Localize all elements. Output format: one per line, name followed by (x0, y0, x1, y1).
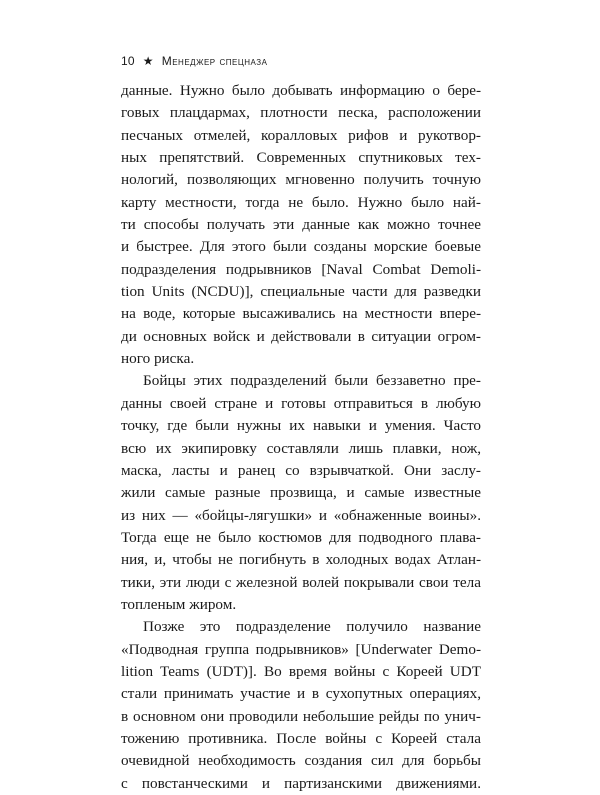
star-icon: ★ (142, 54, 154, 68)
text-line: на воде, которые высаживались на местности впере- (121, 305, 481, 323)
text-line: маска, ласты и ранец со взрывчаткой. Они заслу- (121, 461, 481, 479)
text-line: ных препятствий. Современных спутниковых тех- (121, 149, 481, 167)
text-line: ного риска. (121, 350, 195, 368)
text-line: Бойцы этих подразделений были беззаветно пре- (143, 372, 481, 390)
text-line: нологий, позволяющих мгновенно получить точную (121, 171, 481, 189)
text-line: стали принимать участие и в сухопутных операциях, (121, 685, 481, 703)
text-line: «Подводная группа подрывников» [Underwater Demo- (121, 640, 481, 658)
text-line: Тогда еще не было костюмов для подводного плава- (121, 528, 481, 546)
paragraph-3 (121, 616, 481, 795)
text-line: жили самые разные прозвища, и самые известные (121, 484, 481, 502)
page-number: 10 (121, 54, 135, 68)
book-title: Менеджер спецназа (161, 54, 268, 68)
text-line: lition Teams (UDT)]. Во время войны с Кореей UDT (121, 662, 481, 680)
text-line: всю их экипировку составляли лишь плавки, нож, (121, 439, 481, 457)
text-line: Позже это подразделение получило название (143, 618, 481, 636)
paragraph-2 (121, 370, 481, 616)
text-line: тожению противника. После войны с Кореей стала (121, 729, 481, 747)
text-line: в основном они проводили небольшие рейды по унич- (121, 707, 481, 725)
text-line: из них — «бойцы-лягушки» и «обнаженные воины». (121, 506, 481, 524)
text-line: ди основных войск и действовали в ситуации огром- (121, 327, 481, 345)
text-line: песчаных отмелей, коралловых рифов и рукотвор- (121, 126, 481, 144)
paragraph-1 (121, 80, 481, 370)
text-line: ния, и, чтобы не погибнуть в холодных водах Атлан- (121, 551, 481, 569)
text-line: tion Units (NCDU)], специальные части для разведки (121, 283, 481, 301)
text-line: говых плацдармах, плотности песка, расположении (121, 104, 481, 122)
text-line: с повстанческими и партизанскими движениями. (121, 774, 481, 792)
text-line: ти способы получать эти данные как можно точнее (121, 216, 481, 234)
text-line: топленым жиром. (121, 595, 237, 613)
text-line: данные. Нужно было добывать информацию о бере- (121, 82, 481, 99)
text-line: точку, где были нужны их навыки и умения. Часто (121, 417, 481, 435)
text-line: тики, эти люди с железной волей покрывали свои тела (121, 573, 481, 591)
text-line: данны своей стране и готовы отправиться в любую (121, 394, 481, 412)
running-header (121, 54, 267, 68)
text-line: карту местности, тогда не было. Нужно было най- (121, 193, 481, 211)
text-line: подразделения подрывников [Naval Combat Demoli- (121, 260, 481, 278)
text-line: и быстрее. Для этого были созданы морские боевые (121, 238, 481, 256)
text-line: очевидной необходимость создания сил для борьбы (121, 752, 481, 770)
body-text (121, 80, 481, 795)
